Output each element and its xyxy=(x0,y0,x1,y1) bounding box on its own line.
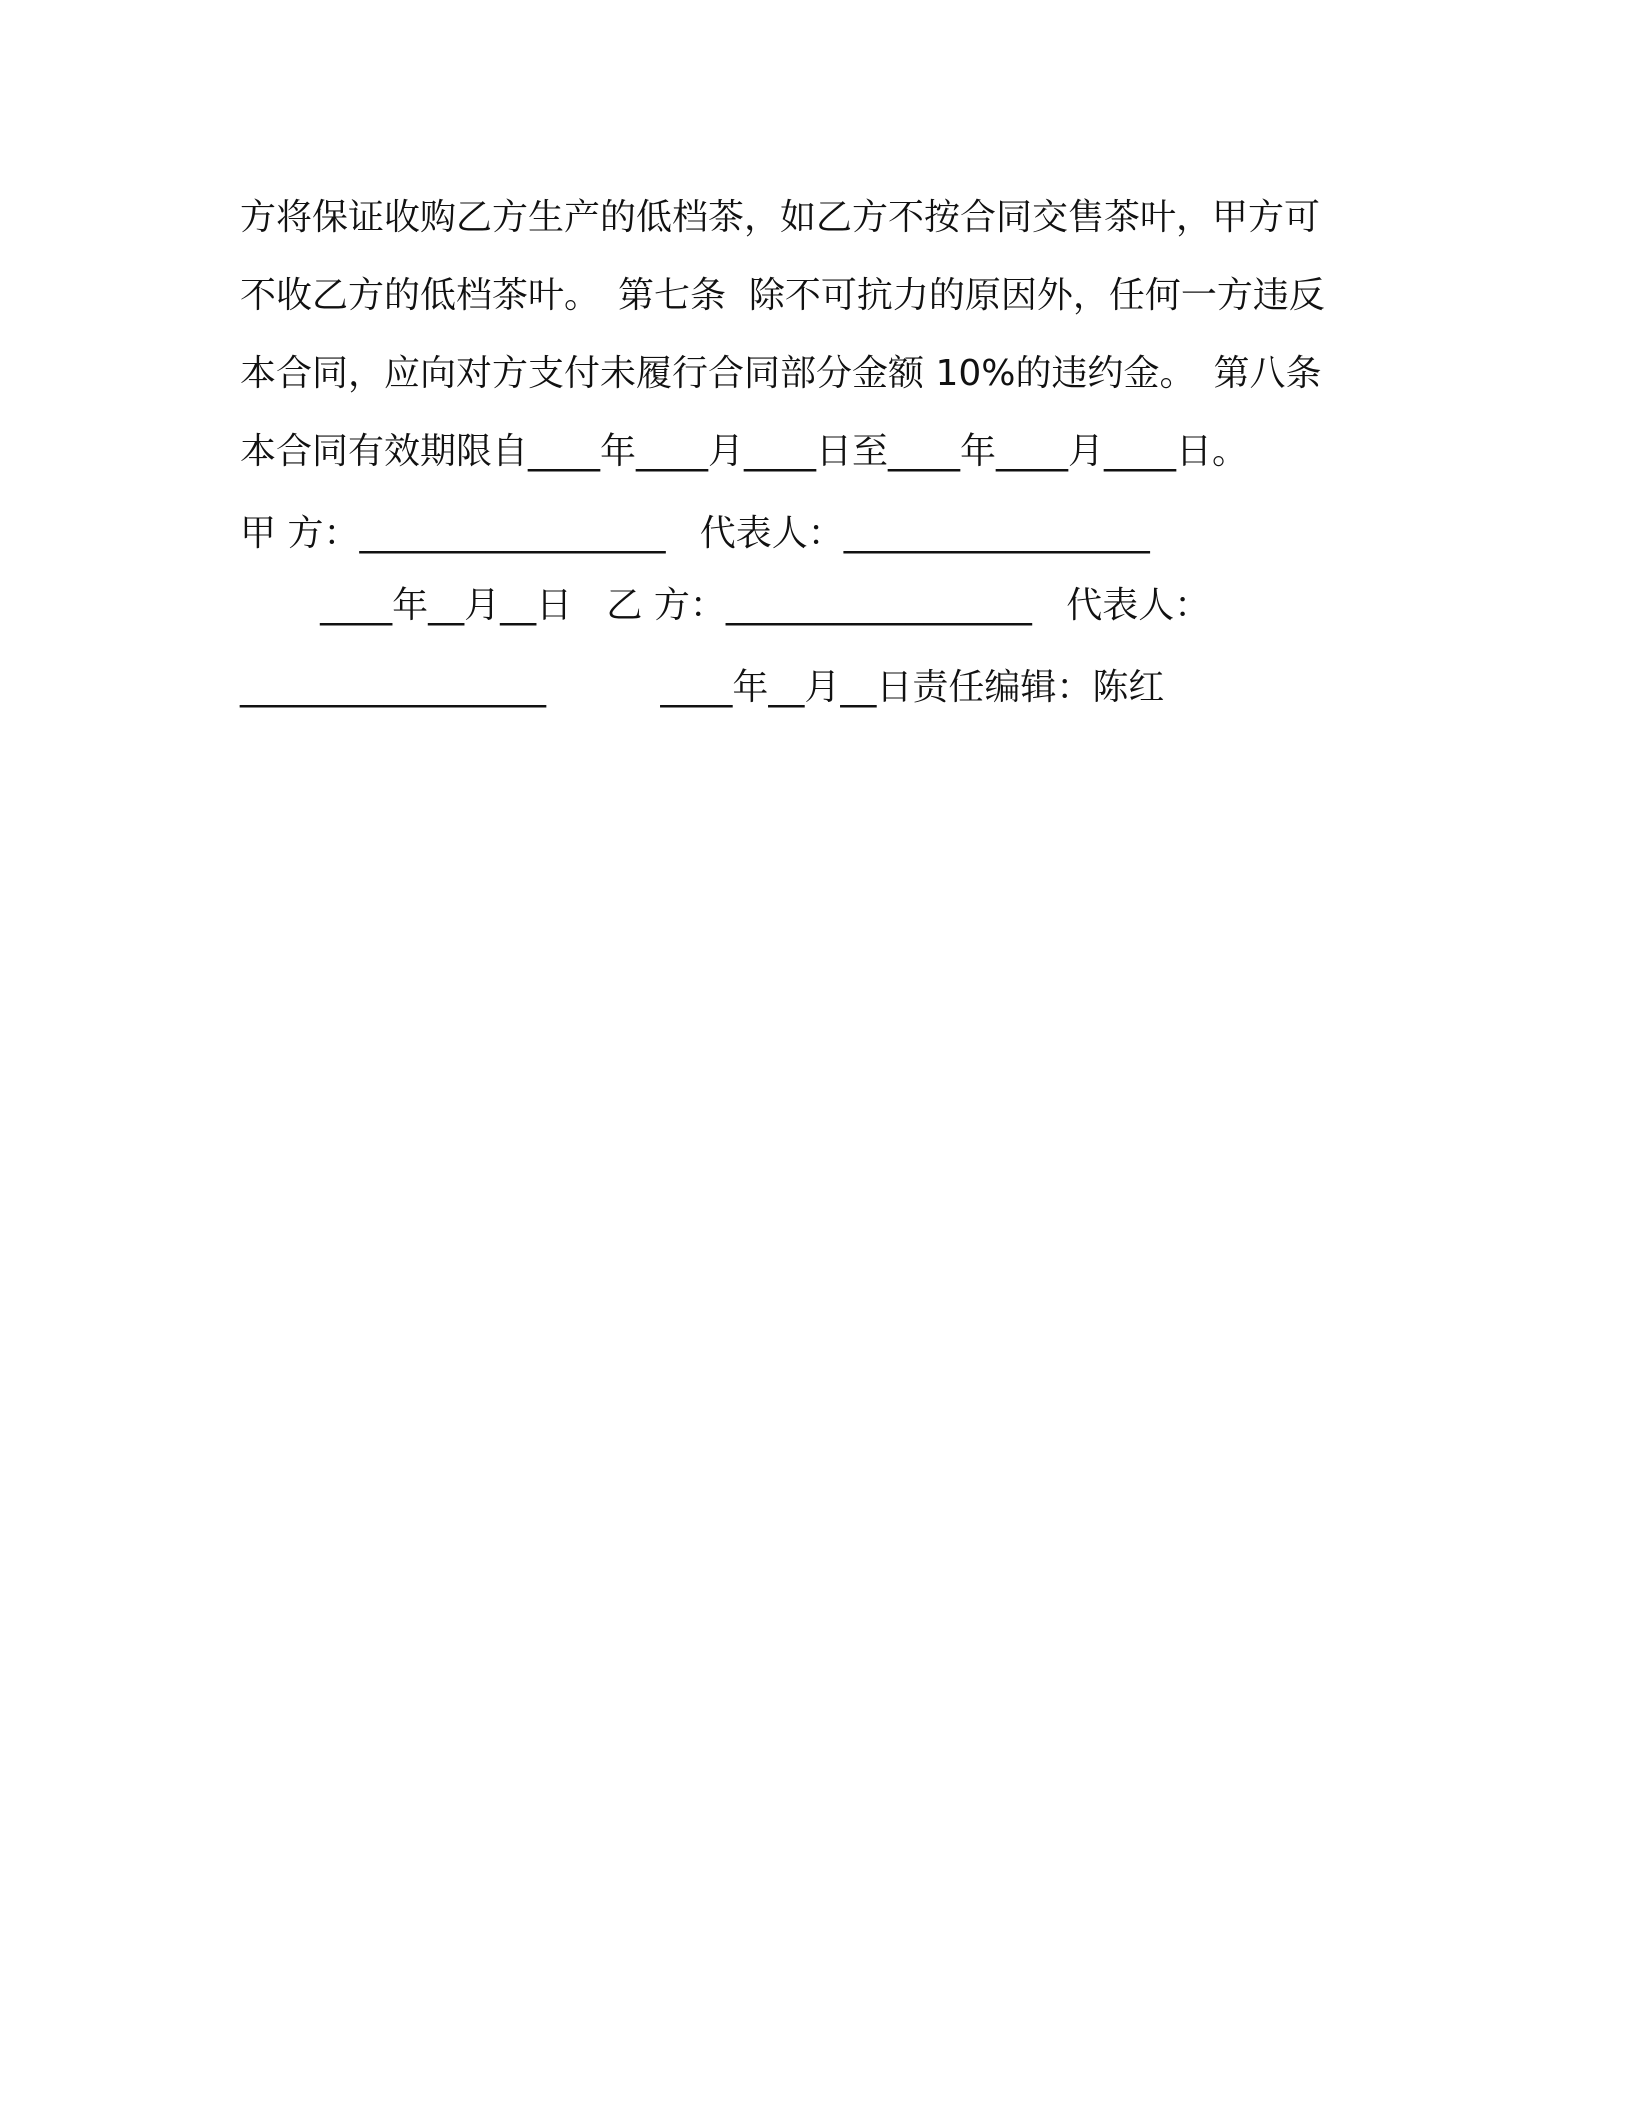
contract-validity-line: 本合同有效期限自____年____月____日至____年____月____日。 xyxy=(240,431,1249,472)
party-a-signature-line: 甲 方：_________________ 代表人：_________________ xyxy=(240,513,1150,554)
contract-text-line-2: 不收乙方的低档茶叶。 第七条 除不可抗力的原因外，任何一方违反 xyxy=(240,275,1325,316)
contract-text-line-1: 方将保证收购乙方生产的低档茶，如乙方不按合同交售茶叶，甲方可 xyxy=(240,197,1321,238)
editor-line: _________________ ____年__月__日责任编辑：陈红 xyxy=(240,667,1165,708)
contract-text-line-3: 本合同，应向对方支付未履行合同部分金额 10%的违约金。 第八条 xyxy=(240,353,1322,394)
party-b-signature-line: ____年__月__日 乙 方：_________________ 代表人： xyxy=(240,585,1211,626)
